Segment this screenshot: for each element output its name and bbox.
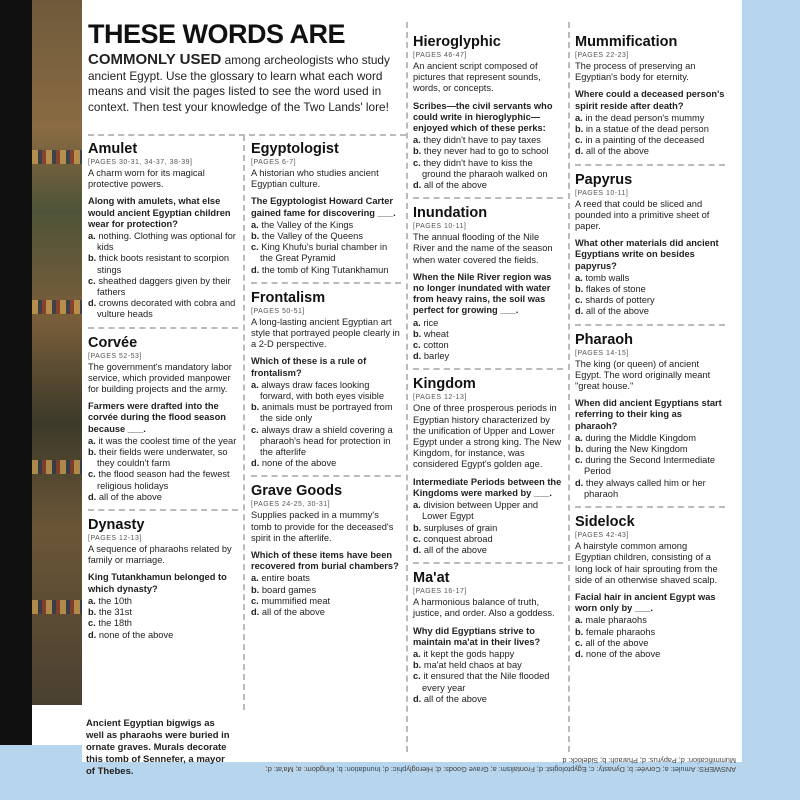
option-text: division between Upper and Lower Egypt bbox=[422, 500, 539, 522]
glossary-entry bbox=[575, 324, 725, 500]
option-letter: c. bbox=[88, 469, 96, 480]
quiz-question: When did ancient Egyptians start referring to their king as pharaoh? bbox=[575, 398, 722, 431]
option-text: all of the above bbox=[423, 180, 487, 191]
answer-option bbox=[88, 298, 238, 320]
answer-option bbox=[251, 220, 401, 231]
definition: An ancient script composed of pictures that represent sounds, words, or concepts. bbox=[413, 61, 541, 94]
page-reference: [PAGES 10-11] bbox=[575, 189, 629, 197]
option-text: none of the above bbox=[585, 648, 661, 659]
answer-options bbox=[413, 318, 563, 363]
option-text: surpluses of grain bbox=[423, 522, 498, 533]
option-text: ma'at held chaos at bay bbox=[423, 660, 522, 671]
option-letter: d. bbox=[575, 477, 584, 488]
page-reference: [PAGES 16-17] bbox=[413, 588, 467, 596]
option-text: they didn't have to kiss the ground the pharaoh walked on bbox=[422, 157, 548, 179]
answer-option bbox=[413, 351, 563, 362]
page-title: THESE WORDS ARE bbox=[88, 19, 346, 49]
glossary-term: Frontalism bbox=[251, 289, 326, 306]
answer-option bbox=[251, 425, 401, 459]
glossary-term: Papyrus bbox=[575, 171, 633, 188]
quiz-question: Farmers were drafted into the corvée during the flood season because ___. bbox=[88, 401, 226, 434]
answer-option bbox=[88, 607, 238, 618]
glossary-term: Inundation bbox=[413, 205, 488, 222]
glossary-entry bbox=[413, 197, 563, 362]
glossary-term: Sidelock bbox=[575, 514, 635, 531]
option-text: always draw a shield covering a pharaoh's head for protection in the afterlife bbox=[260, 424, 393, 458]
page-reference: [PAGES 22-23] bbox=[575, 52, 629, 59]
option-letter: c. bbox=[413, 671, 421, 682]
option-text: in a statue of the dead person bbox=[585, 124, 709, 135]
option-text: they never had to go to school bbox=[423, 146, 549, 157]
option-text: it kept the gods happy bbox=[423, 648, 515, 659]
option-text: none of the above bbox=[261, 458, 337, 469]
option-text: barley bbox=[423, 351, 450, 362]
option-letter: c. bbox=[251, 242, 259, 253]
answer-option bbox=[575, 284, 725, 295]
option-letter: a. bbox=[413, 135, 421, 146]
option-letter: b. bbox=[251, 402, 260, 413]
option-letter: c. bbox=[88, 618, 96, 629]
answer-options bbox=[575, 273, 725, 318]
option-letter: c. bbox=[575, 637, 583, 648]
glossary-column-3 bbox=[413, 34, 563, 711]
option-letter: b. bbox=[575, 284, 584, 295]
answer-option bbox=[413, 158, 563, 180]
option-text: board games bbox=[261, 584, 317, 595]
answer-option bbox=[413, 671, 563, 693]
option-letter: c. bbox=[251, 595, 259, 606]
glossary-entry bbox=[413, 34, 563, 191]
answer-option bbox=[413, 500, 563, 522]
glossary-entry bbox=[575, 34, 725, 158]
option-letter: b. bbox=[413, 660, 422, 671]
glossary-entry bbox=[88, 141, 238, 321]
option-letter: a. bbox=[88, 231, 96, 242]
option-letter: b. bbox=[88, 447, 97, 458]
intro-block bbox=[88, 20, 406, 115]
option-text: none of the above bbox=[98, 629, 174, 640]
glossary-entry bbox=[251, 141, 401, 276]
answer-option bbox=[413, 318, 563, 329]
option-letter: b. bbox=[413, 146, 422, 157]
page-reference: [PAGES 6-7] bbox=[251, 159, 297, 166]
answer-option bbox=[575, 433, 725, 444]
option-letter: c. bbox=[413, 533, 421, 544]
answer-option bbox=[575, 444, 725, 455]
answer-option bbox=[575, 146, 725, 157]
option-letter: c. bbox=[575, 455, 583, 466]
answer-options bbox=[413, 500, 563, 556]
definition: A long-lasting ancient Egyptian art style that portrayed people clearly in a 2-D perspective. bbox=[251, 316, 400, 350]
option-letter: b. bbox=[575, 124, 584, 135]
answer-option bbox=[575, 649, 725, 660]
page-reference: [PAGES 12-13] bbox=[88, 535, 142, 543]
answer-option bbox=[575, 113, 725, 124]
glossary-column-2 bbox=[251, 141, 401, 624]
option-text: sheathed daggers given by their fathers bbox=[97, 275, 231, 298]
option-text: mummified meat bbox=[261, 595, 331, 606]
option-text: it ensured that the Nile flooded every year bbox=[422, 671, 550, 693]
answer-option bbox=[413, 660, 563, 671]
option-letter: a. bbox=[413, 317, 421, 328]
option-text: conquest abroad bbox=[423, 533, 493, 544]
answer-option bbox=[251, 596, 401, 607]
option-letter: d. bbox=[413, 693, 422, 704]
option-letter: b. bbox=[251, 584, 260, 595]
option-text: all of the above bbox=[98, 491, 162, 502]
quiz-question: Along with amulets, what else would ancient Egyptian children wear for protection? bbox=[88, 196, 231, 229]
option-text: during the New Kingdom bbox=[585, 444, 688, 455]
quiz-question: Which of these items have been recovered from burial chambers? bbox=[251, 550, 399, 572]
glossary-term: Corvée bbox=[88, 334, 138, 351]
option-letter: c. bbox=[575, 135, 583, 146]
option-text: entire boats bbox=[261, 573, 310, 584]
option-letter: c. bbox=[575, 295, 583, 306]
option-text: their fields were underwater, so they couldn't farm bbox=[97, 447, 228, 469]
answer-option bbox=[251, 573, 401, 584]
glossary-term: Hieroglyphic bbox=[413, 34, 501, 50]
option-letter: d. bbox=[88, 629, 97, 640]
glossary-entry bbox=[88, 327, 238, 503]
page-reference: [PAGES 52-53] bbox=[88, 352, 142, 360]
answer-options bbox=[251, 220, 401, 276]
answer-option bbox=[575, 295, 725, 306]
glossary-term: Kingdom bbox=[413, 376, 476, 393]
answer-options bbox=[575, 433, 725, 500]
answer-option bbox=[413, 135, 563, 146]
option-letter: b. bbox=[88, 253, 97, 264]
option-text: always draw faces looking forward, with both eyes visible bbox=[260, 379, 385, 402]
definition: A reed that could be sliced and pounded into a primitive sheet of paper. bbox=[575, 198, 710, 232]
answer-option bbox=[575, 306, 725, 317]
option-text: during the Second Intermediate Period bbox=[584, 455, 716, 477]
glossary-term: Amulet bbox=[88, 141, 138, 157]
option-letter: a. bbox=[575, 432, 583, 443]
option-text: the tomb of King Tutankhamun bbox=[261, 264, 389, 275]
option-text: in the dead person's mummy bbox=[585, 112, 705, 123]
option-letter: c. bbox=[413, 340, 421, 351]
option-text: all of the above bbox=[585, 306, 649, 317]
definition: The king (or queen) of ancient Egypt. The word originally meant "great house." bbox=[575, 358, 711, 392]
answer-option bbox=[88, 596, 238, 607]
answer-option bbox=[251, 585, 401, 596]
answer-option bbox=[575, 455, 725, 477]
definition: A sequence of pharaohs related by family or marriage. bbox=[88, 544, 232, 566]
definition: One of three prosperous periods in Egyptian history characterized by the unification of Upper and Lower Egypt under a strong king. The New Kingdom, for instance, was considered Egypt's golden age. bbox=[413, 403, 562, 470]
page-reference: [PAGES 46-47] bbox=[413, 52, 467, 59]
glossary-term: Egyptologist bbox=[251, 141, 339, 157]
glossary-term: Grave Goods bbox=[251, 483, 343, 500]
option-letter: b. bbox=[413, 328, 422, 339]
definition: Supplies packed in a mummy's tomb to provide for the deceased's spirit in the afterlife. bbox=[251, 510, 394, 543]
answer-option bbox=[251, 402, 401, 424]
page-reference: [PAGES 14-15] bbox=[575, 349, 629, 357]
answer-option bbox=[88, 447, 238, 469]
answer-option bbox=[88, 436, 238, 447]
quiz-question: Facial hair in ancient Egypt was worn only by ___. bbox=[575, 591, 716, 614]
answer-option bbox=[88, 276, 238, 298]
definition: A historian who studies ancient Egyptian culture. bbox=[251, 168, 379, 190]
answer-option bbox=[575, 638, 725, 649]
option-text: female pharaohs bbox=[585, 626, 656, 637]
answer-option bbox=[251, 242, 401, 264]
option-letter: a. bbox=[413, 648, 421, 659]
quiz-question: Why did Egyptians strive to maintain ma'at in their lives? bbox=[413, 625, 541, 647]
answer-option bbox=[251, 380, 401, 402]
quiz-question: King Tutankhamun belonged to which dynasty? bbox=[88, 572, 227, 594]
answer-option bbox=[251, 607, 401, 618]
option-letter: a. bbox=[251, 219, 259, 230]
option-letter: d. bbox=[413, 544, 422, 555]
answer-options bbox=[575, 113, 725, 158]
quiz-question: What other materials did ancient Egyptians write on besides papyrus? bbox=[575, 238, 719, 271]
intro-divider bbox=[88, 134, 406, 136]
answer-option bbox=[413, 694, 563, 705]
page-reference: [PAGES 10-11] bbox=[413, 223, 467, 231]
answer-options bbox=[413, 649, 563, 705]
option-text: all of the above bbox=[261, 607, 325, 618]
answer-option bbox=[413, 329, 563, 340]
answer-option bbox=[413, 523, 563, 534]
glossary-term: Mummification bbox=[575, 34, 678, 50]
answer-option bbox=[413, 545, 563, 556]
option-text: they didn't have to pay taxes bbox=[423, 135, 541, 146]
answer-option bbox=[88, 630, 238, 641]
option-letter: b. bbox=[88, 607, 97, 618]
option-letter: c. bbox=[413, 157, 421, 168]
option-text: all of the above bbox=[585, 637, 649, 648]
option-text: nothing. Clothing was optional for kids bbox=[97, 231, 236, 253]
option-text: male pharaohs bbox=[585, 615, 647, 626]
glossary-column-4 bbox=[575, 34, 725, 666]
answer-option bbox=[575, 135, 725, 146]
glossary-entry bbox=[575, 164, 725, 318]
glossary-term: Dynasty bbox=[88, 517, 145, 534]
option-text: crowns decorated with cobra and vulture heads bbox=[97, 298, 236, 320]
page-reference: [PAGES 42-43] bbox=[575, 532, 629, 540]
option-letter: d. bbox=[413, 351, 422, 362]
column-divider bbox=[406, 22, 408, 752]
option-text: animals must be portrayed from the side only bbox=[260, 402, 393, 424]
option-text: during the Middle Kingdom bbox=[585, 432, 696, 443]
option-text: the 10th bbox=[98, 595, 132, 606]
photo-caption: Ancient Egyptian bigwigs as well as pharaohs were buried in ornate graves. Murals decorate this tomb of Sennefer, a mayor of Thebes. bbox=[86, 718, 230, 777]
intro-lead: COMMONLY USED bbox=[88, 51, 222, 68]
intro-body: among archeologists who study ancient Egypt. Use the glossary to learn what each word means and visit the pages listed to see the word used in context. Then test your knowledge of the Two Lands' lore! bbox=[88, 53, 390, 114]
option-text: all of the above bbox=[585, 146, 649, 157]
answer-option bbox=[251, 458, 401, 469]
intro-text bbox=[88, 52, 406, 115]
answer-options bbox=[88, 231, 238, 321]
answer-option bbox=[88, 618, 238, 629]
option-letter: a. bbox=[413, 500, 421, 511]
answer-option bbox=[575, 124, 725, 135]
option-letter: c. bbox=[88, 275, 96, 286]
quiz-question: Intermediate Periods between the Kingdoms were marked by ___. bbox=[413, 476, 562, 498]
option-text: they always called him or her pharaoh bbox=[584, 477, 706, 499]
option-letter: b. bbox=[575, 444, 584, 455]
option-text: it was the coolest time of the year bbox=[98, 435, 237, 446]
left-black-edge bbox=[0, 0, 32, 800]
glossary-entry bbox=[251, 282, 401, 470]
option-text: in a painting of the deceased bbox=[585, 135, 705, 146]
glossary-entry bbox=[575, 506, 725, 660]
option-letter: a. bbox=[251, 379, 259, 390]
column-divider bbox=[568, 22, 570, 752]
option-letter: d. bbox=[88, 491, 97, 502]
answer-option bbox=[88, 231, 238, 253]
option-letter: d. bbox=[575, 306, 584, 317]
definition: A harmonious balance of truth, justice, and order. Also a goddess. bbox=[413, 597, 555, 619]
answer-options bbox=[88, 436, 238, 503]
answer-option bbox=[413, 340, 563, 351]
option-letter: c. bbox=[251, 424, 259, 435]
page-reference: [PAGES 50-51] bbox=[251, 307, 305, 315]
answer-option bbox=[88, 469, 238, 491]
answer-option bbox=[575, 615, 725, 626]
option-letter: a. bbox=[251, 573, 259, 584]
page-reference: [PAGES 24-25, 30-31] bbox=[251, 501, 331, 509]
option-letter: a. bbox=[88, 595, 96, 606]
column-divider bbox=[243, 135, 245, 710]
option-letter: d. bbox=[575, 648, 584, 659]
answer-option bbox=[575, 627, 725, 638]
answer-options bbox=[575, 615, 725, 660]
answer-options bbox=[413, 135, 563, 191]
option-text: the 18th bbox=[98, 618, 132, 629]
answer-options bbox=[88, 596, 238, 641]
option-text: the Valley of the Queens bbox=[261, 231, 363, 242]
quiz-question: Scribes—the civil servants who could write in hieroglyphic—enjoyed which of these perks: bbox=[413, 100, 553, 134]
answer-option bbox=[413, 146, 563, 157]
option-letter: a. bbox=[88, 435, 96, 446]
definition: A hairstyle common among Egyptian children, consisting of a long lock of hair sprouting from the side of an otherwise shaved scalp. bbox=[575, 541, 718, 585]
tomb-mural-photo bbox=[32, 0, 82, 705]
page-reference: [PAGES 12-13] bbox=[413, 394, 467, 402]
option-text: cotton bbox=[423, 340, 449, 351]
glossary-entry bbox=[413, 562, 563, 705]
option-text: the 31st bbox=[98, 607, 132, 618]
quiz-question: When the Nile River region was no longer inundated with water from heavy rains, the soil was perfect for growing ___. bbox=[413, 271, 552, 316]
answer-options bbox=[251, 380, 401, 470]
option-text: all of the above bbox=[423, 544, 487, 555]
option-letter: b. bbox=[575, 626, 584, 637]
right-blue-margin bbox=[742, 0, 800, 800]
option-letter: a. bbox=[575, 112, 583, 123]
glossary-entry bbox=[413, 368, 563, 556]
option-letter: d. bbox=[251, 607, 260, 618]
answer-option bbox=[413, 180, 563, 191]
option-letter: a. bbox=[575, 615, 583, 626]
answers-upside-down: ANSWERS: Amulet: a; Corvée: b; Dynasty: c; Egyptologist: d; Frontalism: a; Grave Goods: d; Hieroglyphic: d; Inundation: b; Kingdom: a; Ma'at: d; Mummification: d; Papyrus: d; Pharaoh: b; Sidelock: d bbox=[265, 756, 736, 774]
option-text: the flood season had the fewest religious holidays bbox=[97, 469, 230, 491]
option-text: shards of pottery bbox=[585, 295, 655, 306]
answer-option bbox=[88, 492, 238, 503]
option-text: tomb walls bbox=[585, 272, 630, 283]
option-text: flakes of stone bbox=[585, 284, 646, 295]
option-text: all of the above bbox=[423, 693, 487, 704]
option-letter: d. bbox=[88, 298, 97, 309]
option-text: thick boots resistant to scorpion stings bbox=[97, 253, 230, 275]
answer-option bbox=[88, 253, 238, 275]
answer-option bbox=[575, 478, 725, 500]
definition: The annual flooding of the Nile River and the name of the season when water covered the fields. bbox=[413, 232, 553, 265]
option-letter: d. bbox=[575, 146, 584, 157]
definition: The government's mandatory labor service, which provided manpower for building projects and the army. bbox=[88, 361, 232, 395]
option-text: wheat bbox=[423, 328, 449, 339]
answer-options bbox=[251, 573, 401, 618]
option-letter: a. bbox=[575, 272, 583, 283]
option-letter: d. bbox=[413, 180, 422, 191]
glossary-term: Ma'at bbox=[413, 570, 450, 587]
definition: The process of preserving an Egyptian's body for eternity. bbox=[575, 61, 696, 83]
glossary-entry bbox=[88, 509, 238, 641]
option-letter: b. bbox=[251, 231, 260, 242]
quiz-question: The Egyptologist Howard Carter gained fame for discovering ___. bbox=[251, 196, 396, 218]
answer-option bbox=[413, 649, 563, 660]
answer-option bbox=[251, 265, 401, 276]
option-text: rice bbox=[423, 317, 439, 328]
answer-option bbox=[413, 534, 563, 545]
answer-option bbox=[251, 231, 401, 242]
answer-option bbox=[575, 273, 725, 284]
glossary-term: Pharaoh bbox=[575, 331, 634, 348]
option-letter: d. bbox=[251, 458, 260, 469]
option-text: the Valley of the Kings bbox=[261, 219, 354, 230]
quiz-question: Which of these is a rule of frontalism? bbox=[251, 356, 367, 378]
glossary-column-1 bbox=[88, 141, 238, 647]
option-letter: d. bbox=[251, 264, 260, 275]
option-text: King Khufu's burial chamber in the Great Pyramid bbox=[260, 242, 388, 264]
option-letter: b. bbox=[413, 522, 422, 533]
quiz-question: Where could a deceased person's spirit reside after death? bbox=[575, 89, 725, 111]
definition: A charm worn for its magical protective powers. bbox=[88, 168, 205, 190]
glossary-entry bbox=[251, 475, 401, 618]
page-reference: [PAGES 30-31, 34-37, 38-39] bbox=[88, 159, 193, 166]
